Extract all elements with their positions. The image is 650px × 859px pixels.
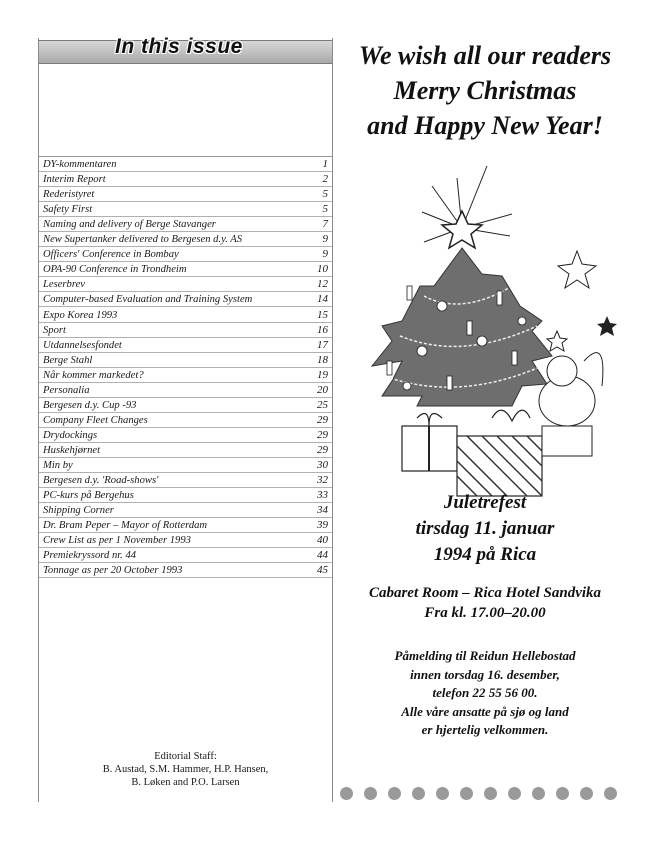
table-of-contents bbox=[39, 156, 332, 578]
toc-entry-title: Bergesen d.y. Cup -93 bbox=[43, 399, 137, 411]
toc-entry-page: 5 bbox=[322, 203, 328, 216]
dot-icon bbox=[580, 787, 593, 800]
dot-icon bbox=[412, 787, 425, 800]
toc-entry bbox=[39, 368, 332, 383]
toc-entry bbox=[39, 187, 332, 202]
event-heading bbox=[332, 490, 638, 568]
contents-title: In this issue bbox=[115, 35, 243, 58]
dot-icon bbox=[556, 787, 569, 800]
toc-entry bbox=[39, 202, 332, 217]
toc-entry-title: Shipping Corner bbox=[43, 505, 114, 517]
event-info-1: Påmelding til Reidun Hellebostad bbox=[394, 648, 576, 663]
dot-icon bbox=[460, 787, 473, 800]
toc-entry-page: 29 bbox=[317, 443, 328, 456]
toc-entry-page: 12 bbox=[317, 278, 328, 291]
toc-entry-title: Drydockings bbox=[43, 429, 98, 441]
editorial-line-1: B. Austad, S.M. Hammer, H.P. Hansen, bbox=[102, 764, 269, 775]
event-line-2: tirsdag 11. januar bbox=[415, 518, 555, 539]
toc-entry-title: Premiekryssord nr. 44 bbox=[43, 550, 137, 562]
toc-entry bbox=[39, 473, 332, 488]
toc-entry-page: 10 bbox=[317, 263, 328, 276]
toc-entry bbox=[39, 172, 332, 187]
toc-entry-page: 16 bbox=[317, 323, 328, 336]
toc-entry-page: 2 bbox=[322, 173, 328, 186]
contents-column bbox=[38, 35, 333, 802]
toc-entry-page: 19 bbox=[317, 368, 328, 381]
toc-entry-title: Tonnage as per 20 October 1993 bbox=[43, 565, 183, 577]
toc-entry bbox=[39, 488, 332, 503]
editorial-heading: Editorial Staff: bbox=[154, 751, 217, 762]
toc-entry bbox=[39, 323, 332, 338]
toc-entry-page: 29 bbox=[317, 428, 328, 441]
toc-entry-title: Min by bbox=[43, 459, 73, 471]
toc-entry-title: Bergesen d.y. 'Road-shows' bbox=[43, 475, 159, 487]
dot-icon bbox=[532, 787, 545, 800]
event-info-4: Alle våre ansatte på sjø og land bbox=[401, 703, 569, 719]
toc-entry bbox=[39, 443, 332, 458]
toc-entry-page: 30 bbox=[317, 458, 328, 471]
greeting-line-1: We wish all our readers bbox=[358, 41, 612, 70]
event-info bbox=[332, 647, 638, 740]
contents-banner bbox=[39, 35, 332, 64]
toc-entry-page: 5 bbox=[322, 188, 328, 201]
toc-entry bbox=[39, 217, 332, 232]
toc-entry bbox=[39, 232, 332, 247]
toc-entry bbox=[39, 398, 332, 413]
star-icon bbox=[442, 211, 482, 248]
toc-entry bbox=[39, 563, 332, 578]
dot-icon bbox=[508, 787, 521, 800]
toc-entry bbox=[39, 353, 332, 368]
editorial-staff bbox=[39, 750, 332, 789]
toc-entry-page: 33 bbox=[317, 489, 328, 502]
toc-entry-title: Huskehjørnet bbox=[43, 444, 101, 456]
toc-entry bbox=[39, 548, 332, 563]
greeting-line-2: Merry Christmas bbox=[393, 76, 577, 105]
toc-entry-title: Crew List as per 1 November 1993 bbox=[43, 535, 191, 547]
toc-entry bbox=[39, 157, 332, 172]
event-info-2: innen torsdag 16. desember, bbox=[410, 666, 560, 682]
toc-entry-title: Personalia bbox=[43, 384, 90, 396]
toc-entry-page: 40 bbox=[317, 534, 328, 547]
toc-entry-page: 39 bbox=[317, 519, 328, 532]
toc-entry bbox=[39, 428, 332, 443]
toc-entry-page: 32 bbox=[317, 474, 328, 487]
toc-entry bbox=[39, 307, 332, 322]
toc-entry bbox=[39, 277, 332, 292]
toc-entry bbox=[39, 338, 332, 353]
toc-entry bbox=[39, 518, 332, 533]
toc-entry-page: 18 bbox=[317, 353, 328, 366]
toc-entry bbox=[39, 383, 332, 398]
toc-entry-title: Interim Report bbox=[43, 174, 106, 186]
toc-entry bbox=[39, 458, 332, 473]
editorial-line-2: B. Løken and P.O. Larsen bbox=[131, 777, 240, 788]
toc-entry bbox=[39, 533, 332, 548]
event-info-3: telefon 22 55 56 00. bbox=[432, 685, 538, 700]
toc-entry-page: 45 bbox=[317, 564, 328, 577]
dot-icon bbox=[436, 787, 449, 800]
toc-entry-page: 44 bbox=[317, 549, 328, 562]
event-line-1: Juletrefest bbox=[443, 492, 527, 513]
toc-entry-title: Safety First bbox=[43, 204, 93, 216]
greeting bbox=[332, 38, 638, 143]
toc-entry-title: Berge Stahl bbox=[43, 354, 93, 366]
dot-icon bbox=[604, 787, 617, 800]
toc-entry-page: 9 bbox=[322, 248, 328, 261]
toc-entry-title: Dr. Bram Peper – Mayor of Rotterdam bbox=[43, 520, 208, 532]
toc-entry-page: 25 bbox=[317, 398, 328, 411]
toc-entry bbox=[39, 247, 332, 262]
toc-entry-title: Naming and delivery of Berge Stavanger bbox=[43, 219, 216, 231]
toc-entry-page: 17 bbox=[317, 338, 328, 351]
event-details bbox=[332, 583, 638, 623]
toc-entry-title: PC-kurs på Bergehus bbox=[43, 490, 134, 502]
dot-icon bbox=[340, 787, 353, 800]
toc-entry-title: Computer-based Evaluation and Training System bbox=[43, 294, 253, 306]
greeting-line-3: and Happy New Year! bbox=[367, 111, 603, 140]
toc-entry-title: Officers' Conference in Bombay bbox=[43, 249, 179, 261]
dot-icon bbox=[388, 787, 401, 800]
toc-entry-title: Expo Korea 1993 bbox=[43, 309, 118, 321]
toc-entry-title: OPA-90 Conference in Trondheim bbox=[43, 264, 187, 276]
toc-entry-page: 1 bbox=[322, 158, 328, 171]
toc-entry bbox=[39, 292, 332, 307]
toc-entry-title: Utdannelsesfondet bbox=[43, 339, 122, 351]
event-line-3: 1994 på Rica bbox=[433, 544, 537, 565]
event-venue: Cabaret Room – Rica Hotel Sandvika bbox=[368, 585, 602, 601]
toc-entry-page: 7 bbox=[322, 218, 328, 231]
toc-entry bbox=[39, 413, 332, 428]
event-time: Fra kl. 17.00–20.00 bbox=[424, 605, 546, 621]
toc-entry-page: 34 bbox=[317, 504, 328, 517]
toc-entry-title: New Supertanker delivered to Bergesen d.y. AS bbox=[43, 234, 243, 246]
dot-icon bbox=[484, 787, 497, 800]
event-info-5: er hjertelig velkommen. bbox=[421, 722, 549, 737]
toc-entry bbox=[39, 503, 332, 518]
dot-icon bbox=[364, 787, 377, 800]
toc-entry-page: 14 bbox=[317, 293, 328, 306]
decorative-dots bbox=[340, 787, 617, 800]
toc-entry-title: Når kommer markedet? bbox=[43, 369, 144, 381]
toc-entry-title: Sport bbox=[43, 324, 66, 336]
toc-entry bbox=[39, 262, 332, 277]
christmas-tree-illustration bbox=[362, 156, 622, 501]
toc-entry-title: Leserbrev bbox=[43, 279, 85, 291]
toc-entry-title: DY-kommentaren bbox=[43, 159, 117, 171]
toc-entry-title: Rederistyret bbox=[43, 189, 95, 201]
toc-entry-page: 20 bbox=[317, 383, 328, 396]
toc-entry-page: 9 bbox=[322, 233, 328, 246]
toc-entry-page: 29 bbox=[317, 413, 328, 426]
toc-entry-page: 15 bbox=[317, 308, 328, 321]
toc-entry-title: Company Fleet Changes bbox=[43, 414, 148, 426]
